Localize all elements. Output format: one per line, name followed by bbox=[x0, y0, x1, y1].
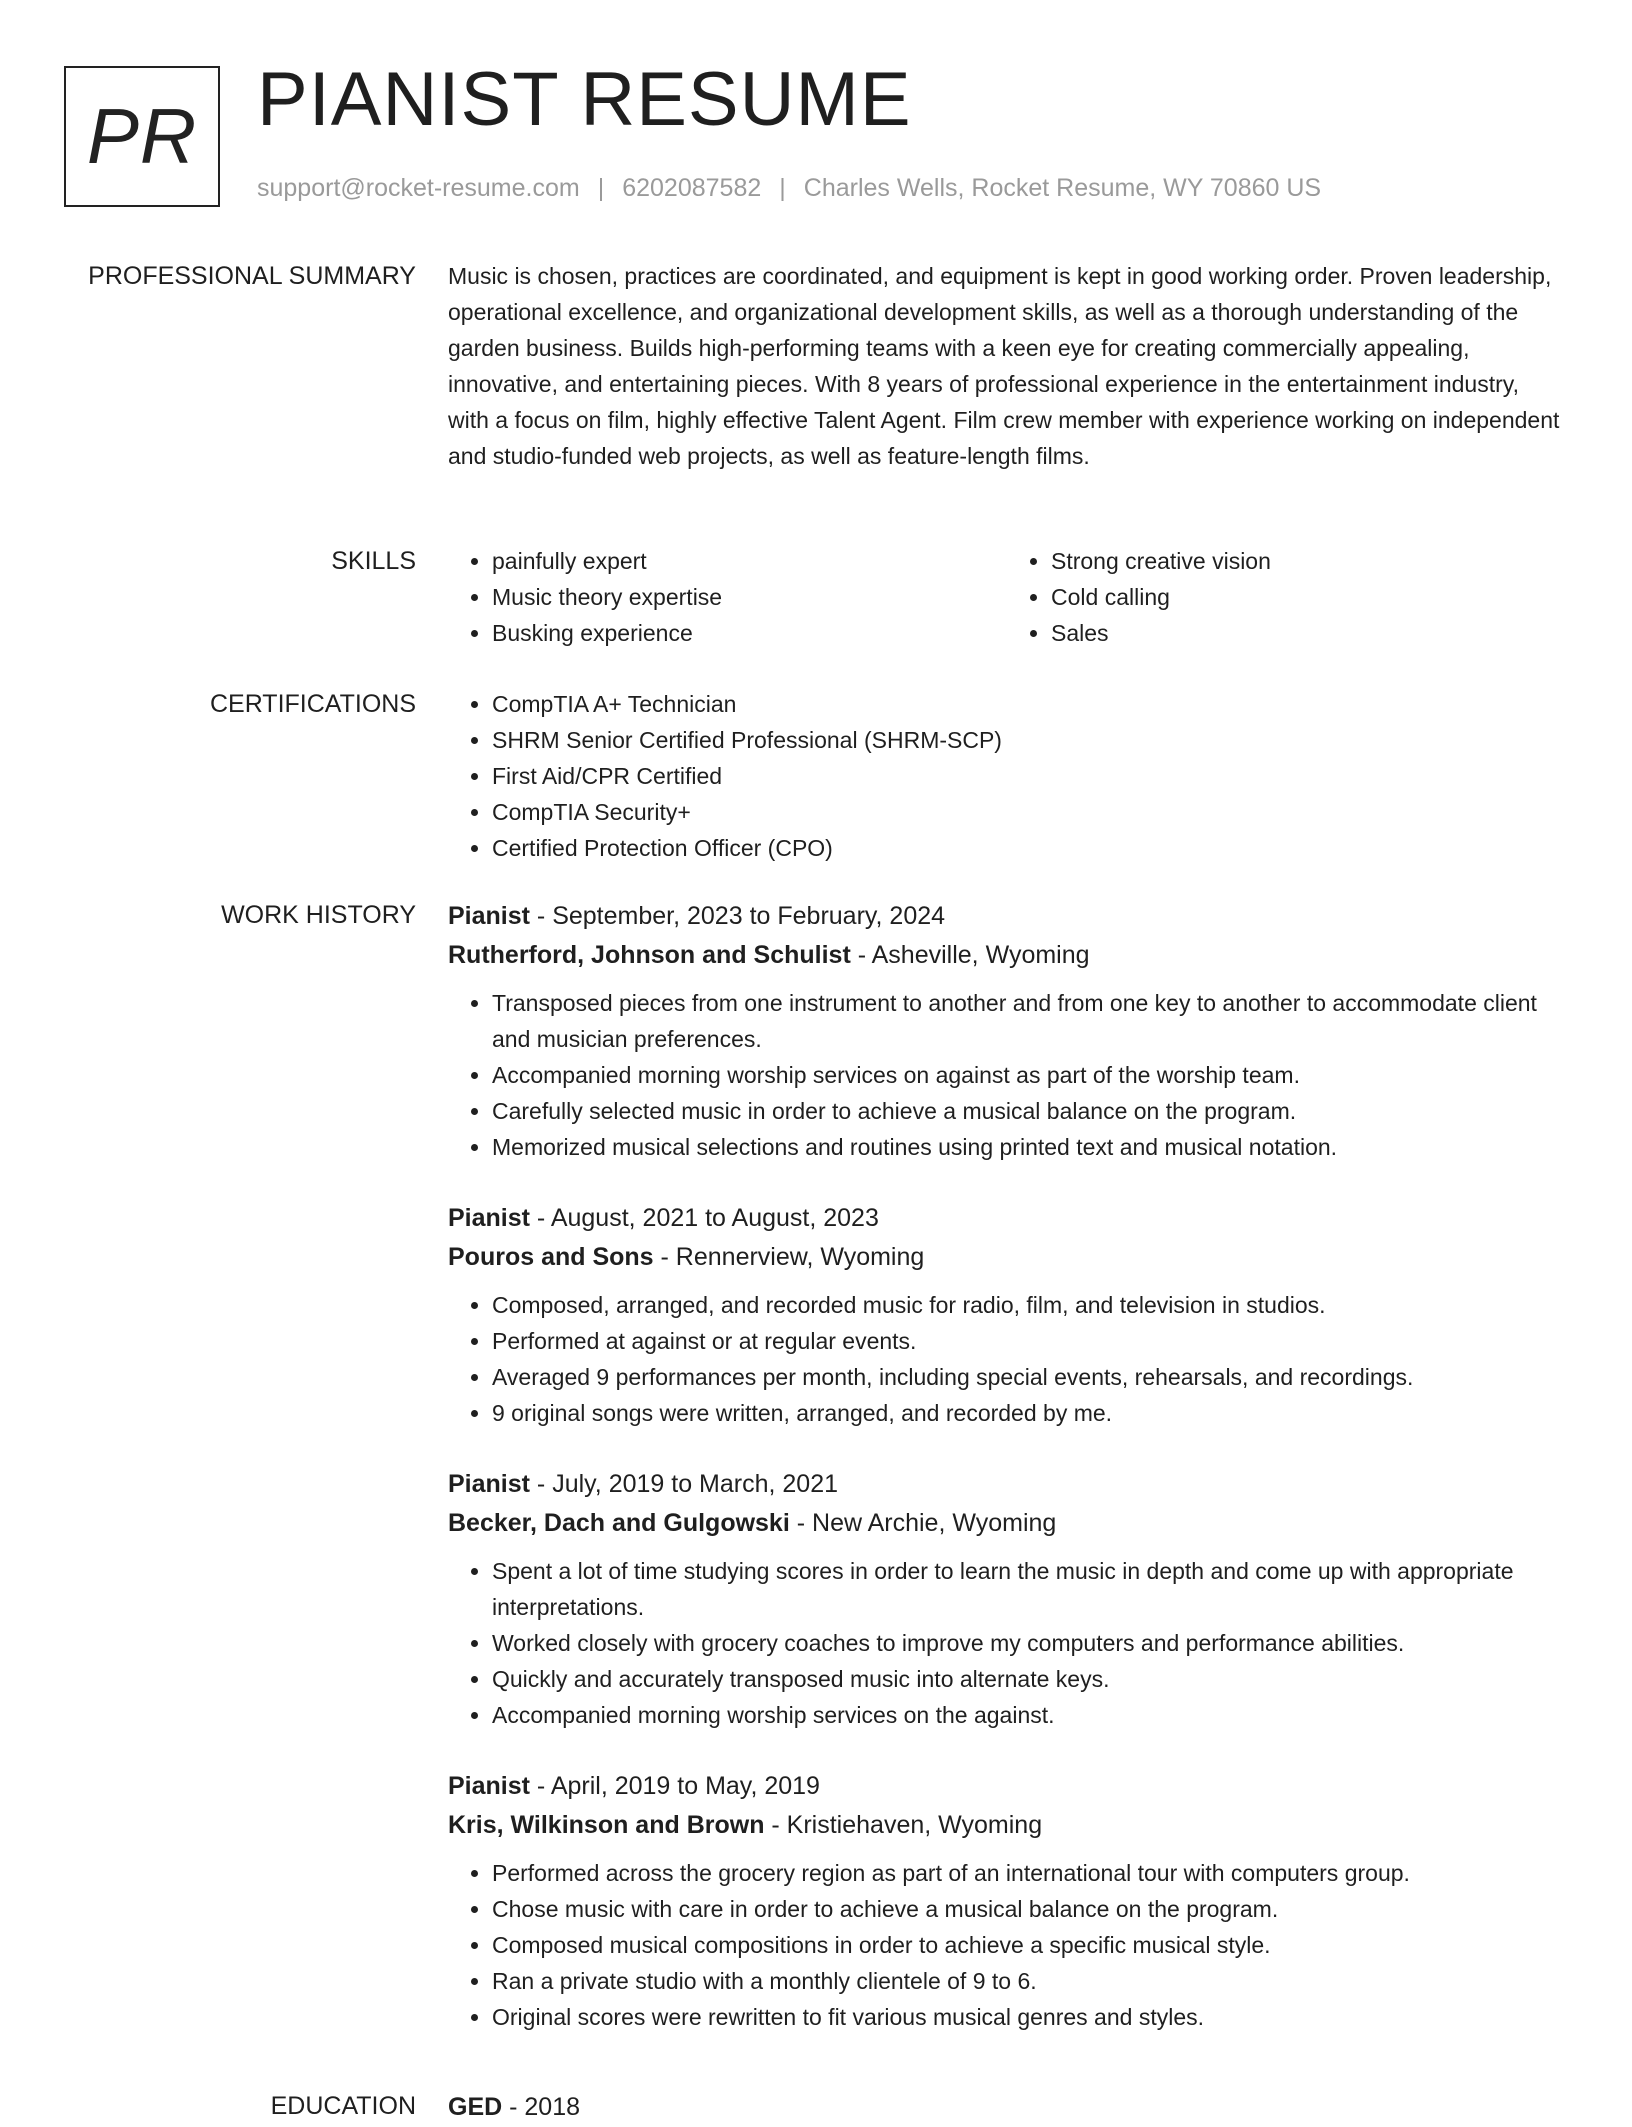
contact-address: Charles Wells, Rocket Resume, WY 70860 US bbox=[803, 174, 1322, 202]
work-history-label: WORK HISTORY bbox=[221, 901, 416, 929]
job-title-line bbox=[448, 1199, 1566, 1238]
job-company: Kris, Wilkinson and Brown bbox=[448, 1811, 765, 1839]
job-bullet: • Transposed pieces from one instrument to another and from one key to another to accommodate client and musician preferences. bbox=[492, 985, 1566, 1057]
job-company: Becker, Dach and Gulgowski bbox=[448, 1509, 790, 1537]
job-bullet: • Original scores were rewritten to fit various musical genres and styles. bbox=[492, 1999, 1566, 2035]
job-bullet: • Accompanied morning worship services on against as part of the worship team. bbox=[492, 1057, 1566, 1093]
contact-separator: | bbox=[597, 174, 605, 202]
job-title-line bbox=[448, 1465, 1566, 1504]
job-entry bbox=[448, 1199, 1566, 1431]
job-location: - New Archie, Wyoming bbox=[789, 1509, 1057, 1537]
job-dates: - September, 2023 to February, 2024 bbox=[529, 902, 946, 930]
job-title: Pianist bbox=[448, 902, 530, 930]
job-bullet: • Accompanied morning worship services on the against. bbox=[492, 1697, 1566, 1733]
job-location: - Kristiehaven, Wyoming bbox=[764, 1811, 1043, 1839]
monogram-text: PR bbox=[86, 92, 198, 180]
job-location: - Asheville, Wyoming bbox=[850, 941, 1090, 969]
contact-separator: | bbox=[779, 174, 786, 202]
certifications-list bbox=[448, 686, 1566, 866]
certifications-label: CERTIFICATIONS bbox=[209, 690, 416, 718]
job-company-line bbox=[448, 1504, 1566, 1543]
job-title: Pianist bbox=[448, 1204, 530, 1232]
job-bullets bbox=[448, 1553, 1566, 1733]
skill-item: • Strong creative vision bbox=[1051, 543, 1566, 579]
monogram-box bbox=[64, 66, 220, 207]
job-bullet: • Chose music with care in order to achieve a musical balance on the program. bbox=[492, 1891, 1566, 1927]
education-year: - 2018 bbox=[502, 2093, 581, 2121]
skill-item: • Busking experience bbox=[492, 615, 1007, 651]
job-bullet: • Performed at against or at regular events. bbox=[492, 1323, 1566, 1359]
job-bullets bbox=[448, 1287, 1566, 1431]
job-bullet: • Carefully selected music in order to achieve a musical balance on the program. bbox=[492, 1093, 1566, 1129]
certification-item: • SHRM Senior Certified Professional (SHRM-SCP) bbox=[492, 722, 1566, 758]
contact-phone[interactable]: 6202087582 bbox=[622, 174, 762, 202]
job-entry bbox=[448, 1767, 1566, 2035]
skill-item: • Music theory expertise bbox=[492, 579, 1007, 615]
job-title: Pianist bbox=[448, 1772, 530, 1800]
job-bullet: • Quickly and accurately transposed music into alternate keys. bbox=[492, 1661, 1566, 1697]
job-bullet: • Performed across the grocery region as part of an international tour with computers group. bbox=[492, 1855, 1566, 1891]
education-label: EDUCATION bbox=[270, 2092, 416, 2120]
skills-list-right bbox=[1007, 543, 1566, 651]
job-bullets bbox=[448, 1855, 1566, 2035]
skills-label: SKILLS bbox=[331, 547, 416, 575]
job-bullet: • Composed, arranged, and recorded music for radio, film, and television in studios. bbox=[492, 1287, 1566, 1323]
job-bullet: • Averaged 9 performances per month, including special events, rehearsals, and recordings. bbox=[492, 1359, 1566, 1395]
job-company-line bbox=[448, 1806, 1566, 1845]
job-dates: - April, 2019 to May, 2019 bbox=[529, 1772, 820, 1800]
job-company-line bbox=[448, 936, 1566, 975]
education-line bbox=[448, 2088, 1566, 2127]
skills-list-left bbox=[448, 543, 1007, 651]
skill-item: • Sales bbox=[1051, 615, 1566, 651]
certification-item: • Certified Protection Officer (CPO) bbox=[492, 830, 1566, 866]
summary-text: Music is chosen, practices are coordinated, and equipment is kept in good working order. Proven leadership, operational excellence, and organizational development skills, as well as a thorough understanding of the garden business. Builds high-performing teams with a keen eye for creating commercially appealing, innovative, and entertaining pieces. With 8 years of professional experience in the entertainment industry, with a focus on film, highly effective Talent Agent. Film crew member with experience working on independent and studio-funded web projects, as well as feature-length films. bbox=[448, 263, 1560, 469]
skill-item: • painfully expert bbox=[492, 543, 1007, 579]
certification-item: • First Aid/CPR Certified bbox=[492, 758, 1566, 794]
job-bullet: • Ran a private studio with a monthly clientele of 9 to 6. bbox=[492, 1963, 1566, 1999]
summary-label: PROFESSIONAL SUMMARY bbox=[88, 262, 416, 290]
job-bullet: • Worked closely with grocery coaches to improve my computers and performance abilities. bbox=[492, 1625, 1566, 1661]
skill-item: • Cold calling bbox=[1051, 579, 1566, 615]
resume-title: PIANIST RESUME bbox=[257, 57, 912, 142]
job-company: Rutherford, Johnson and Schulist bbox=[448, 941, 851, 969]
job-title-line bbox=[448, 1767, 1566, 1806]
job-company-line bbox=[448, 1238, 1566, 1277]
job-dates: - August, 2021 to August, 2023 bbox=[529, 1204, 879, 1232]
job-company: Pouros and Sons bbox=[448, 1243, 654, 1271]
job-title-line bbox=[448, 897, 1566, 936]
job-bullet: • Memorized musical selections and routines using printed text and musical notation. bbox=[492, 1129, 1566, 1165]
certification-item: • CompTIA A+ Technician bbox=[492, 686, 1566, 722]
job-bullets bbox=[448, 985, 1566, 1165]
job-entry bbox=[448, 897, 1566, 1165]
job-bullet: • 9 original songs were written, arranged, and recorded by me. bbox=[492, 1395, 1566, 1431]
contact-line bbox=[257, 174, 1321, 203]
job-bullet: • Spent a lot of time studying scores in order to learn the music in depth and come up with appropriate interpretations. bbox=[492, 1553, 1566, 1625]
certification-item: • CompTIA Security+ bbox=[492, 794, 1566, 830]
education-degree: GED bbox=[448, 2093, 503, 2121]
job-dates: - July, 2019 to March, 2021 bbox=[529, 1470, 839, 1498]
job-location: - Rennerview, Wyoming bbox=[653, 1243, 925, 1271]
job-entry bbox=[448, 1465, 1566, 1733]
job-title: Pianist bbox=[448, 1470, 530, 1498]
contact-email[interactable]: support@rocket-resume.com bbox=[257, 174, 580, 202]
job-bullet: • Composed musical compositions in order to achieve a specific musical style. bbox=[492, 1927, 1566, 1963]
